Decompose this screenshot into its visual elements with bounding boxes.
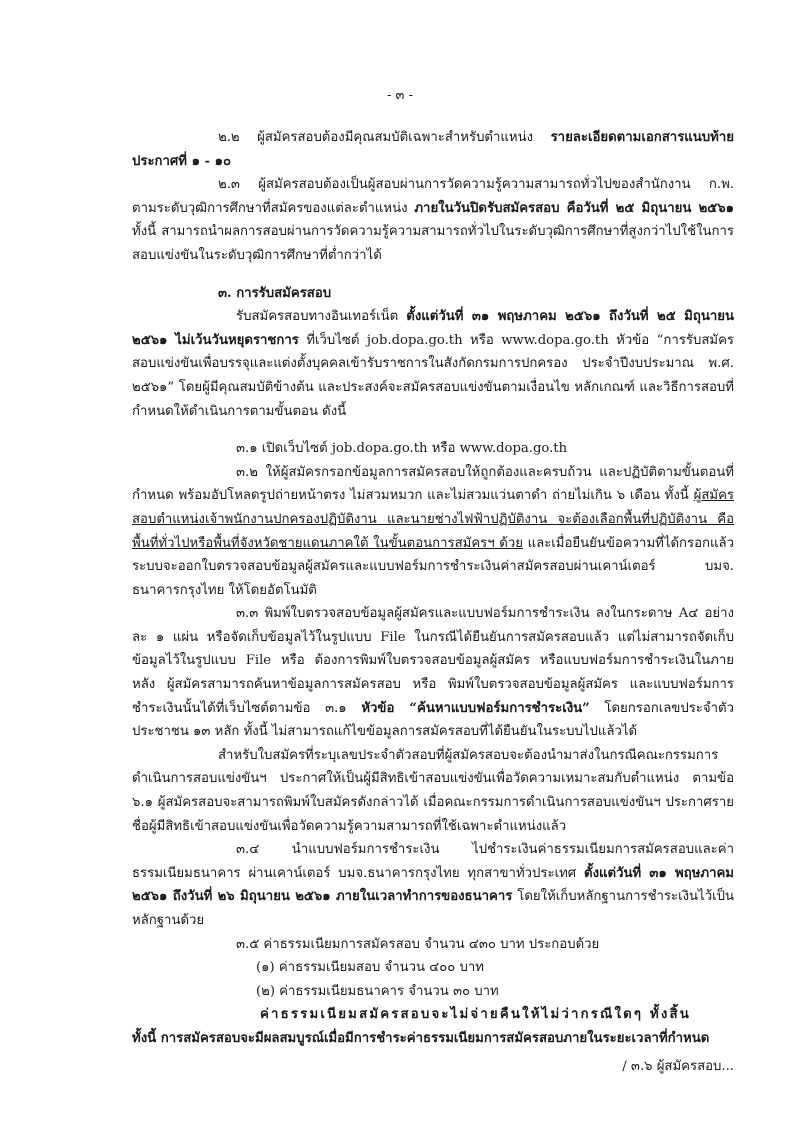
section-2-2-bold: รายละเอียดตามเอกสารแนบท้ายประกาศที่ ๑ - ๑๐ (132, 130, 734, 169)
section-3-5: ๓.๕ ค่าธรรมเนียมการสมัครสอบ จำนวน ๔๓๐ บาท ประกอบด้วย (236, 936, 600, 952)
page-number: - ๓ - (387, 88, 413, 103)
section-3-2-text: ๓.๒ ให้ผู้สมัครกรอกข้อมูลการสมัครสอบให้ถูกต้องและครบถ้วน และปฏิบัติตามขั้นตอนที่กำหนด พร้อมอัปโหลดรูปถ่ายหน้าตรง ไม่สวมหมวก และไม่สวมแว่นตาดำ ถ่ายไม่เกิน ๖ เดือน ทั้งนี้ (132, 464, 734, 504)
section-3-heading: ๓. การรับสมัครสอบ (218, 285, 332, 301)
section-3-2 (132, 461, 734, 603)
section-2-3 (132, 173, 734, 267)
section-3-intro (132, 305, 734, 423)
section-3-5-item-1: (๑) ค่าธรรมเนียมสอบ จำนวน ๔๐๐ บาท (256, 960, 484, 976)
section-3-intro-text: รับสมัครสอบทางอินเทอร์เน็ต (236, 309, 407, 325)
section-3-4 (132, 838, 734, 932)
completion-notice: ทั้งนี้ การสมัครสอบจะมีผลสมบูรณ์เมื่อมีการชำระค่าธรรมเนียมการสมัครสอบภายในระยะเวลาที่กำหนด (132, 1030, 710, 1046)
section-3-5-item-2: (๒) ค่าธรรมเนียมธนาคาร จำนวน ๓๐ บาท (256, 983, 499, 999)
section-3-3-text: ๓.๓ พิมพ์ใบตรวจสอบข้อมูลผู้สมัครและแบบฟอร์มการชำระเงิน ลงในกระดาษ A๔ อย่างละ ๑ แผ่น หรือจัดเก็บข้อมูลไว้ในรูปแบบ File ในกรณีได้ยืนยันการสมัครสอบแล้ว แต่ไม่สามารถจัดเก็บข้อมูลไว้ในรูปแบบ File หรือ ต้องการพิมพ์ใบตรวจสอบข้อมูลผู้สมัคร หรือแบบฟอร์มการชำระเงินในภายหลัง ผู้สมัครสามารถค้นหาข้อมูลการสมัครสอบ หรือ พิมพ์ใบตรวจสอบข้อมูลผู้สมัคร และแบบฟอร์มการชำระเงินนั้นได้ที่เว็บไซต์ตามข้อ ๓.๑ (132, 606, 734, 716)
section-3-4-bold: ตั้งแต่วันที่ ๓๑ พฤษภาคม ๒๕๖๑ ถึงวันที่ ๒๖ มิถุนายน ๒๕๖๑ ภายในเวลาทำการของธนาคาร (132, 865, 735, 905)
section-3-3 (132, 602, 734, 744)
section-3-3-tail: โดยกรอกเลขประจำตัวประชาชน ๑๓ หลัก ทั้งนี้ ไม่สามารถแก้ไขข้อมูลการสมัครสอบที่ได้ยืนยันในระบบไปแล้วได้ (132, 700, 734, 740)
section-2-3-bold: ภายในวันปิดรับสมัครสอบ คือวันที่ ๒๕ มิถุนายน ๒๕๖๑ (414, 200, 734, 216)
section-3-1: ๓.๑ เปิดเว็บไซต์ job.dopa.go.th หรือ www.dopa.go.th (236, 441, 568, 457)
section-3-intro-tail: ที่เว็บไซต์ job.dopa.go.th หรือ www.dopa.go.th หัวข้อ “การรับสมัครสอบแข่งขันเพื่อบรรจุและแต่งตั้งบุคคลเข้ารับราชการในสังกัดกรมการปกครอง ประจำปีงบประมาณ พ.ศ. ๒๕๖๑” โดยผู้มีคุณสมบัติข้างต้น และประสงค์จะสมัครสอบแข่งขันตามเงื่อนไข หลักเกณฑ์ และวิธีการสอบที่กำหนดให้ดำเนินการตามขั้นตอน ดังนี้ (132, 332, 735, 419)
section-2-3-text: ๒.๓ ผู้สมัครสอบต้องเป็นผู้สอบผ่านการวัดความรู้ความสามารถทั่วไปของสำนักงาน ก.พ. ตามระดับวุฒิการศึกษาที่สมัครของแต่ละตำแหน่ง (132, 177, 734, 216)
no-refund-notice: ค่าธรรมเนียมสมัครสอบจะไม่จ่ายคืนให้ไม่ว่ากรณีใดๆ ทั้งสิ้น (260, 1007, 691, 1023)
section-3-3-bold: หัวข้อ “ค้นหาแบบฟอร์มการชำระเงิน” (361, 700, 590, 716)
application-form-note: สำหรับใบสมัครที่ระบุเลขประจำตัวสอบที่ผู้สมัครสอบจะต้องนำมาส่งในกรณีคณะกรรมการดำเนินการสอบแข่งขันฯ ประกาศให้เป็นผู้มีสิทธิเข้าสอบแข่งขันเพื่อวัดความเหมาะสมกับตำแหน่ง ตามข้อ ๖.๑ ผู้สมัครสอบจะสามารถพิมพ์ใบสมัครดังกล่าวได้ เมื่อคณะกรรมการดำเนินการสอบแข่งขันฯ ประกาศรายชื่อผู้มีสิทธิเข้าสอบแข่งขันเพื่อวัดความรู้ความสามารถที่ใช้เฉพาะตำแหน่งแล้ว (132, 747, 734, 834)
continuation-footer: / ๓.๖ ผู้สมัครสอบ... (622, 1058, 734, 1074)
section-3-4-text: ๓.๔ นำแบบฟอร์มการชำระเงิน ไปชำระเงินค่าธรรมเนียมการสมัครสอบและค่าธรรมเนียมธนาคาร ผ่านเคาน์เตอร์ บมจ.ธนาคารกรุงไทย ทุกสาขาทั่วประเทศ (132, 842, 734, 881)
section-3-2-tail: และเมื่อยืนยันข้อความที่ได้กรอกแล้ว ระบบจะออกใบตรวจสอบข้อมูลผู้สมัครและแบบฟอร์มการชำระเงินค่าสมัครสอบผ่านเคาน์เตอร์ บมจ. ธนาคารกรุงไทย ให้โดยอัตโนมัติ (132, 535, 734, 598)
section-3-intro-bold: ตั้งแต่วันที่ ๓๑ พฤษภาคม ๒๕๖๑ ถึงวันที่ ๒๕ มิถุนายน ๒๕๖๑ ไม่เว้นวันหยุดราชการ (132, 309, 734, 348)
section-2-3-tail: ทั้งนี้ สามารถนำผลการสอบผ่านการวัดความรู้ความสามารถทั่วไปในระดับวุฒิการศึกษาที่สูงกว่าไปใช้ในการสอบแข่งขันในระดับวุฒิการศึกษาที่ต่ำกว่าได้ (132, 224, 734, 263)
section-2-2 (132, 126, 734, 173)
section-2-2-text: ๒.๒ ผู้สมัครสอบต้องมีคุณสมบัติเฉพาะสำหรับตำแหน่ง (218, 130, 551, 145)
section-3-2-underlined: ผู้สมัครสอบตำแหน่งเจ้าพนักงานปกครองปฏิบัติงาน และนายช่างไฟฟ้าปฏิบัติงาน จะต้องเลือกพื้นที่ปฏิบัติงาน คือ พื้นที่ทั่วไปหรือพื้นที่จังหวัดชายแดนภาคใต้ ในขั้นตอนการสมัครฯ ด้วย (132, 488, 734, 551)
section-3-4-tail: โดยให้เก็บหลักฐานการชำระเงินไว้เป็นหลักฐานด้วย (132, 889, 734, 928)
